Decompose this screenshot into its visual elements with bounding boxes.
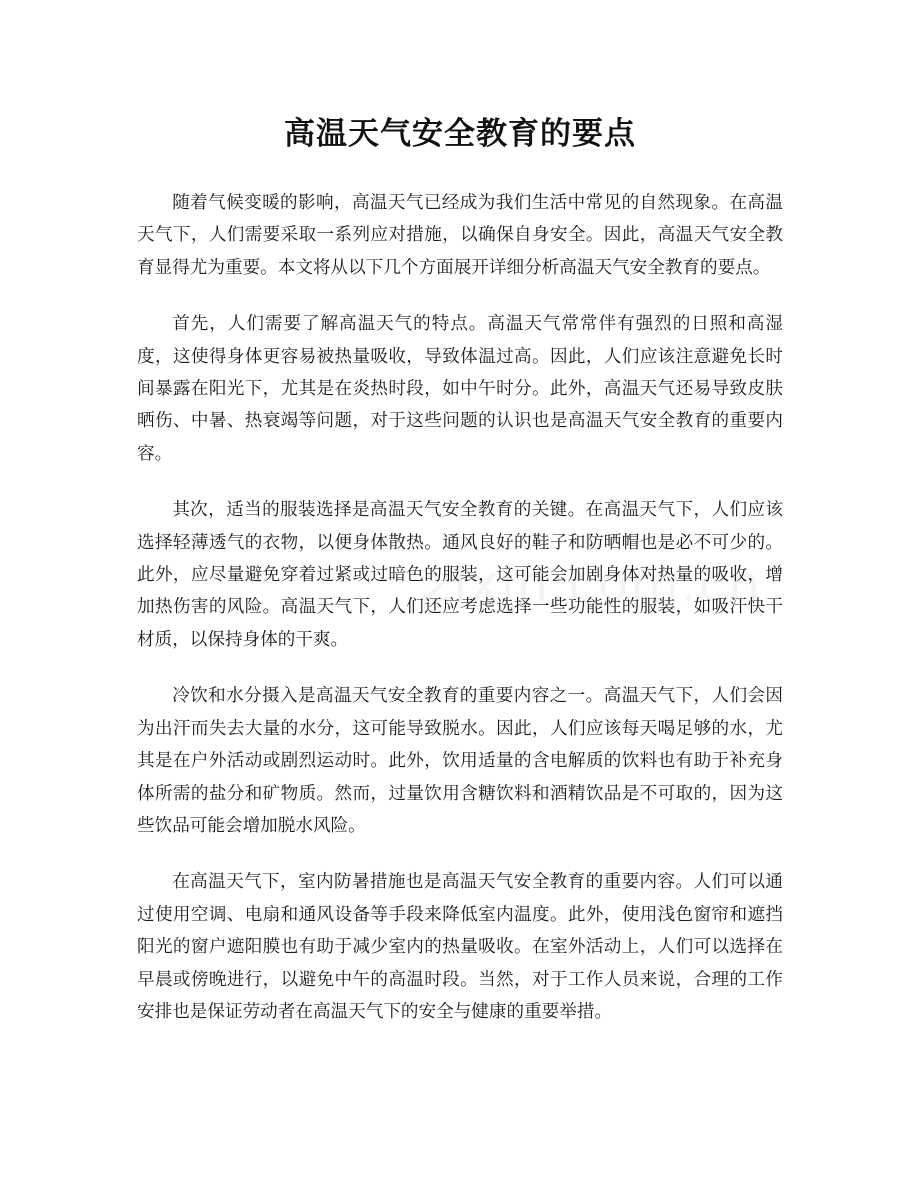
document-body [137, 187, 783, 1028]
document-title: 高温天气安全教育的要点 [284, 116, 636, 152]
paragraph: 其次，适当的服装选择是高温天气安全教育的关键。在高温天气下，人们应该选择轻薄透气的衣物，以便身体散热。通风良好的鞋子和防晒帽也是必不可少的。此外，应尽量避免穿着过紧或过暗色的服装，这可能会加剧身体对热量的吸收，增加热伤害的风险。高温天气下，人们还应考虑选择一些功能性的服装，如吸汗快干材质，以保持身体的干爽。 [137, 500, 783, 650]
paragraph: 首先，人们需要了解高温天气的特点。高温天气常常伴有强烈的日照和高湿度，这使得身体更容易被热量吸收，导致体温过高。因此，人们应该注意避免长时间暴露在阳光下，尤其是在炎热时段，如中午时分。此外，高温天气还易导致皮肤晒伤、中暑、热衰竭等问题，对于这些问题的认识也是高温天气安全教育的重要内容。 [137, 314, 783, 464]
paragraph: 冷饮和水分摄入是高温天气安全教育的重要内容之一。高温天气下，人们会因为出汗而失去大量的水分，这可能导致脱水。因此，人们应该每天喝足够的水，尤其是在户外活动或剧烈运动时。此外，饮用适量的含电解质的饮料也有助于补充身体所需的盐分和矿物质。然而，过量饮用含糖饮料和酒精饮品是不可取的，因为这些饮品可能会增加脱水风险。 [137, 686, 783, 836]
paragraph: 随着气候变暖的影响，高温天气已经成为我们生活中常见的自然现象。在高温天气下，人们需要采取一系列应对措施，以确保自身安全。因此，高温天气安全教育显得尤为重要。本文将从以下几个方面展开详细分析高温天气安全教育的要点。 [137, 193, 783, 278]
paragraph: 在高温天气下，室内防暑措施也是高温天气安全教育的重要内容。人们可以通过使用空调、电扇和通风设备等手段来降低室内温度。此外，使用浅色窗帘和遮挡阳光的窗户遮阳膜也有助于减少室内的热量吸收。在室外活动上，人们可以选择在早晨或傍晚进行，以避免中午的高温时段。当然，对于工作人员来说，合理的工作安排也是保证劳动者在高温天气下的安全与健康的重要举措。 [137, 872, 783, 1022]
